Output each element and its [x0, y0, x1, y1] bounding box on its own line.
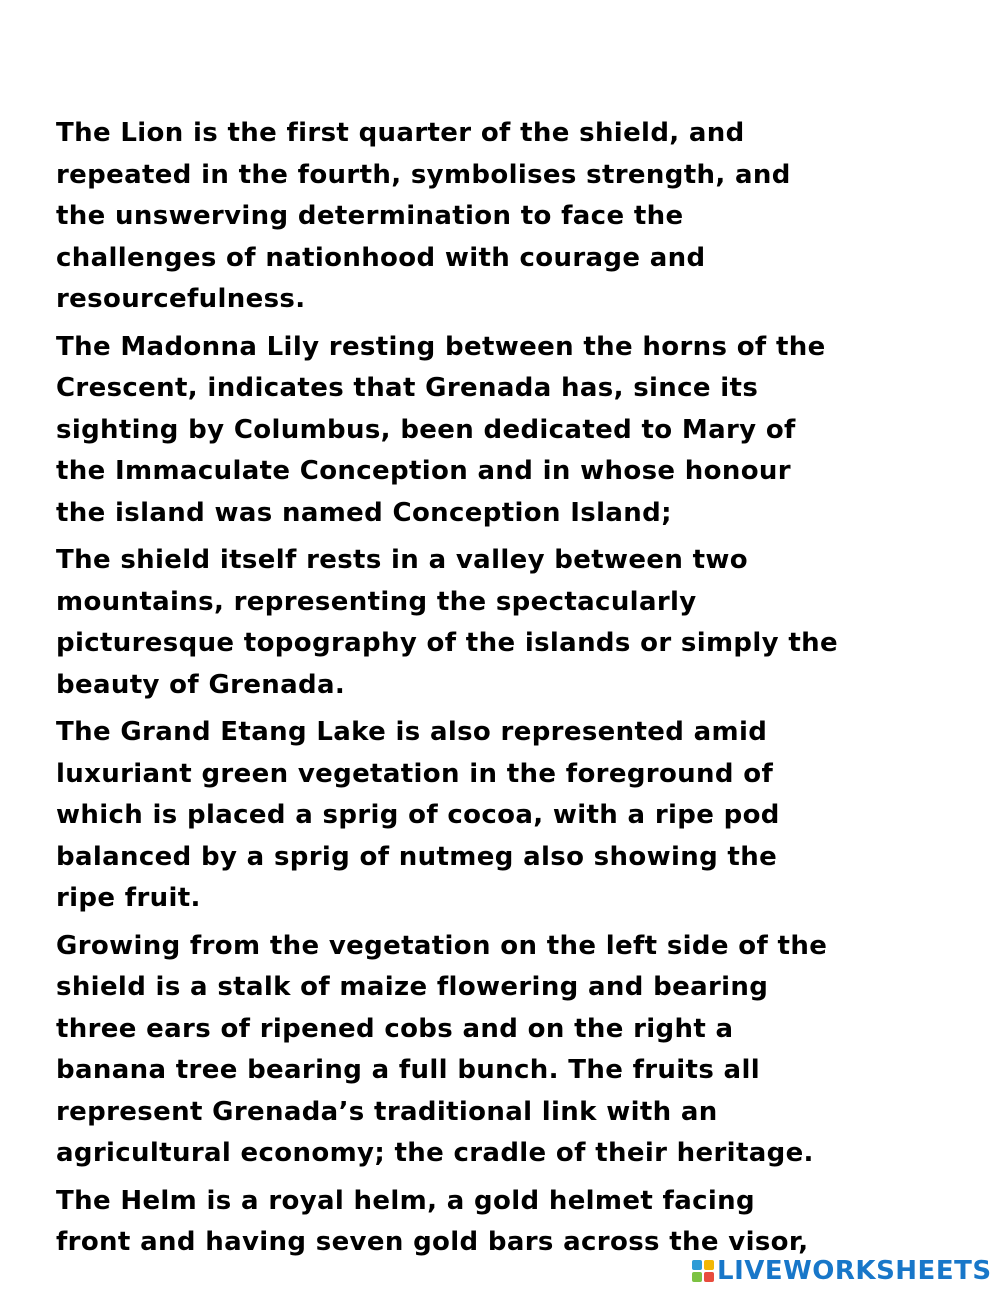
- text-line: three ears of ripened cobs and on the right a: [56, 1013, 734, 1044]
- logo-square: [704, 1260, 714, 1270]
- paragraph: [56, 327, 936, 535]
- text-line: balanced by a sprig of nutmeg also showing the: [56, 841, 778, 872]
- liveworksheets-logo-icon: [692, 1260, 714, 1282]
- text-line: represent Grenada’s traditional link with an: [56, 1096, 718, 1127]
- document-text: [56, 113, 936, 1270]
- logo-square: [692, 1272, 702, 1282]
- text-line: the unswerving determination to face the: [56, 201, 684, 231]
- liveworksheets-watermark: [692, 1256, 992, 1286]
- text-line: sighting by Columbus, been dedicated to Mary of: [56, 414, 796, 445]
- text-line: resourcefulness.: [56, 284, 306, 314]
- text-line: Crescent, indicates that Grenada has, since its: [56, 373, 759, 403]
- text-line: luxuriant green vegetation in the foreground of: [56, 758, 774, 789]
- text-line: banana tree bearing a full bunch. The fruits all: [56, 1055, 760, 1085]
- paragraph: [56, 712, 936, 920]
- text-line: the island was named Conception Island;: [56, 497, 672, 528]
- text-line: shield is a stalk of maize flowering and bearing: [56, 972, 769, 1002]
- text-line: The Grand Etang Lake is also represented amid: [56, 717, 768, 747]
- paragraph: [56, 540, 936, 706]
- paragraph: [56, 113, 936, 321]
- text-line: The Lion is the first quarter of the shield, and: [56, 118, 745, 148]
- watermark-text: LIVEWORKSHEETS: [717, 1256, 992, 1286]
- text-line: Growing from the vegetation on the left side of the: [56, 930, 828, 961]
- text-line: challenges of nationhood with courage and: [56, 242, 706, 273]
- text-line: the Immaculate Conception and in whose honour: [56, 456, 791, 486]
- text-line: mountains, representing the spectacularly: [56, 586, 697, 617]
- text-line: repeated in the fourth, symbolises strength, and: [56, 159, 791, 190]
- logo-square: [692, 1260, 702, 1270]
- text-line: The Helm is a royal helm, a gold helmet facing: [56, 1185, 755, 1216]
- paragraph: [56, 926, 936, 1175]
- text-line: The Madonna Lily resting between the horns of the: [56, 331, 826, 362]
- text-line: beauty of Grenada.: [56, 669, 346, 700]
- logo-square: [704, 1272, 714, 1282]
- text-line: which is placed a sprig of cocoa, with a ripe pod: [56, 800, 780, 830]
- text-line: front and having seven gold bars across the visor,: [56, 1227, 809, 1257]
- text-line: The shield itself rests in a valley between two: [56, 545, 748, 575]
- text-line: picturesque topography of the islands or simply the: [56, 628, 838, 658]
- text-line: ripe fruit.: [56, 883, 201, 913]
- paragraph: [56, 1181, 936, 1264]
- text-line: agricultural economy; the cradle of their heritage.: [56, 1138, 814, 1168]
